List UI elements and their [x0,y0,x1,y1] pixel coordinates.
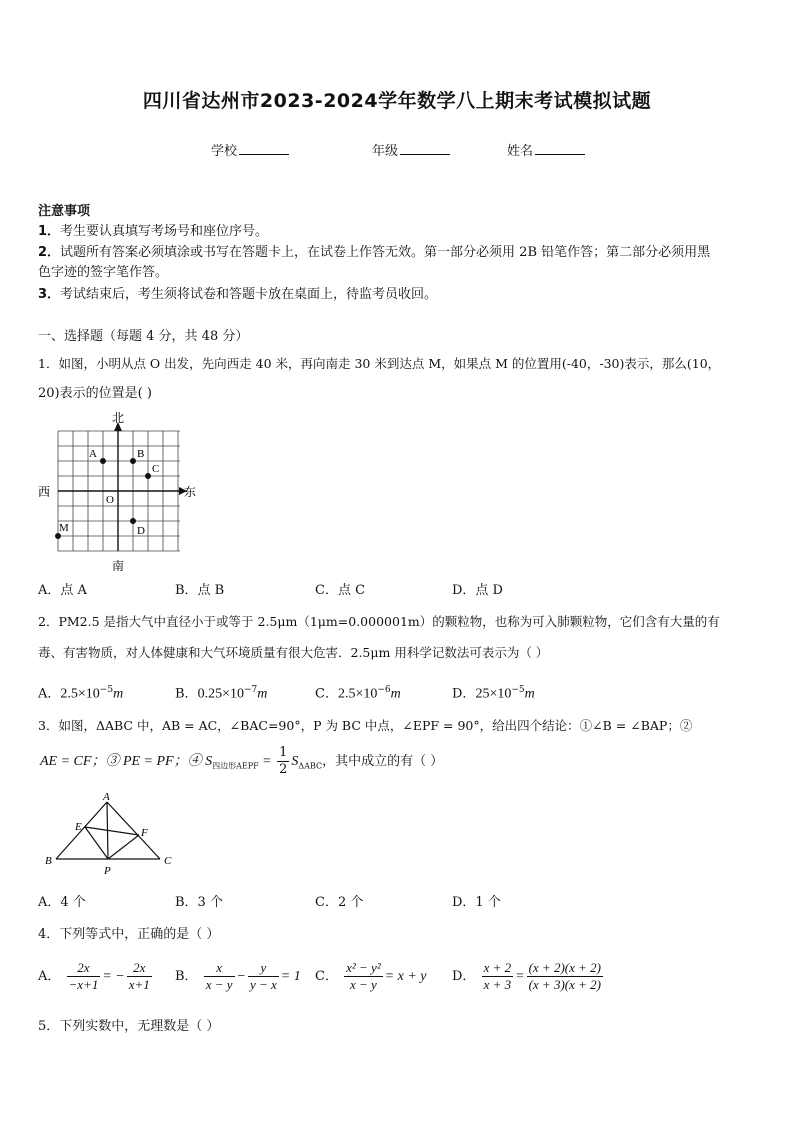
q3-option-b[interactable]: B．3 个 [175,895,223,910]
label-d: D [137,525,145,537]
label-f: F [141,827,148,839]
name-blank [535,142,585,155]
q2-option-a[interactable]: A．$2.5\times 10^{-5}m$ [38,685,124,702]
name-field [507,140,585,159]
q1-option-b[interactable]: B．点 B [175,583,225,598]
q5-stem: 5．下列实数中，无理数是（ ） [38,1019,220,1034]
q3-stem-line1: 3．如图，ΔABC 中，AB = AC，∠BAC=90°，P 为 BC 中点，∠EPF = 90°，给出四个结论：①∠B = ∠BAP；② [38,718,693,733]
point-c [145,473,151,479]
school-field [211,140,289,159]
q1-option-d[interactable]: D．点 D [452,583,503,598]
point-a [100,458,106,464]
q1-option-a[interactable]: A．点 A [38,583,87,598]
grade-field [372,140,450,159]
q2-stem-line1: 2．PM2.5 是指大气中直径小于或等于 2.5μm（1μm=0.000001m）的颗粒物，也称为可入肺颗粒物，它们含有大量的有 [38,614,720,629]
label-b: B [45,855,52,867]
q3-option-c[interactable]: C．2 个 [315,895,364,910]
q4-stem: 4．下列等式中，正确的是（ ） [38,927,220,942]
q2-stem-line2: 毒、有害物质，对人体健康和大气环境质量有很大危害．2.5μm 用科学记数法可表示为（ ） [38,645,549,660]
q3-option-a[interactable]: A．4 个 [38,895,86,910]
east-label: 东 [184,485,197,499]
label-c: C [164,855,172,867]
note-3: 3．考试结束后，考生须将试卷和答题卡放在桌面上，待监考员收回。 [38,287,438,302]
north-label: 北 [111,411,125,425]
south-label: 南 [111,559,125,573]
q3-half-fraction: $\frac{1}{2}$ [279,745,288,777]
grade-label: 年级 [372,144,399,159]
page-title: 四川省达州市2023-2024学年数学八上期末考试模拟试题 [142,90,652,112]
q1-stem-line1: 1．如图，小明从点 O 出发，先向西走 40 米，再向南走 30 米到达点 M，如果点 M 的位置用(-40，-30)表示，那么(10， [38,356,721,371]
label-b: B [137,448,145,460]
section-1-heading: 一、选择题（每题 4 分，共 48 分） [38,329,249,344]
label-m: M [59,522,69,534]
q1-stem-line2: 20)表示的位置是( ) [38,386,152,401]
segment-ep [85,827,108,859]
q4-option-d[interactable]: D． $\frac{x + 2}{x + 3}$ = $\frac{(x + 2)(x + 2)}{(x + 3)(x + 2)}$ [452,960,601,992]
q2-option-b[interactable]: B．$0.25\times 10^{-7}m$ [175,685,268,702]
note-2-cont: 色字迹的签字笔作答。 [38,265,169,280]
label-e: E [75,821,82,833]
point-d [130,518,136,524]
notes-heading: 注意事项 [38,204,91,219]
q2-option-c[interactable]: C．$2.5\times 10^{-6}m$ [315,685,401,702]
label-a: A [103,791,110,803]
grade-blank [400,142,450,155]
label-c: C [152,463,160,475]
edge-ac [107,802,160,859]
west-label: 西 [38,485,51,499]
segment-fp [108,835,139,859]
q3-triangle-figure [40,790,180,880]
q3-option-d[interactable]: D．1 个 [452,895,501,910]
note-2: 2．试题所有答案必须填涂或书写在答题卡上，在试卷上作答无效。第一部分必须用 2B 铅笔作答；第二部分必须用黑 [38,245,711,260]
point-b [130,458,136,464]
q1-option-c[interactable]: C．点 C [315,583,366,598]
name-label: 姓名 [507,144,534,159]
q2-option-d[interactable]: D．$25\times 10^{-5}m$ [452,685,535,702]
q4-option-c[interactable]: C． $\frac{\text{x² − y²}}{x - y}$ = x + y [315,960,427,992]
school-blank [239,142,289,155]
school-label: 学校 [211,144,238,159]
q4-option-b[interactable]: B． $\frac{x}{x - y}$ − $\frac{y}{y - x}$ = 1 [175,960,301,992]
label-p: P [104,865,111,877]
note-1: 1．考生要认真填写考场号和座位序号。 [38,224,269,239]
q1-grid-figure [36,410,206,576]
q3-stem-line2: AE = CF；③ PE = PF；④ $S_{四边形AEPF}$ = $\frac{1}{2}$ $S_{\Delta ABC}$，其中成立的有（ ） [40,745,444,777]
label-a: A [89,448,97,460]
q4-option-a[interactable]: A． $\frac{2x}{-x+1}$ = − $\frac{2x}{x+1}$ [38,960,150,992]
label-o: O [106,494,114,506]
